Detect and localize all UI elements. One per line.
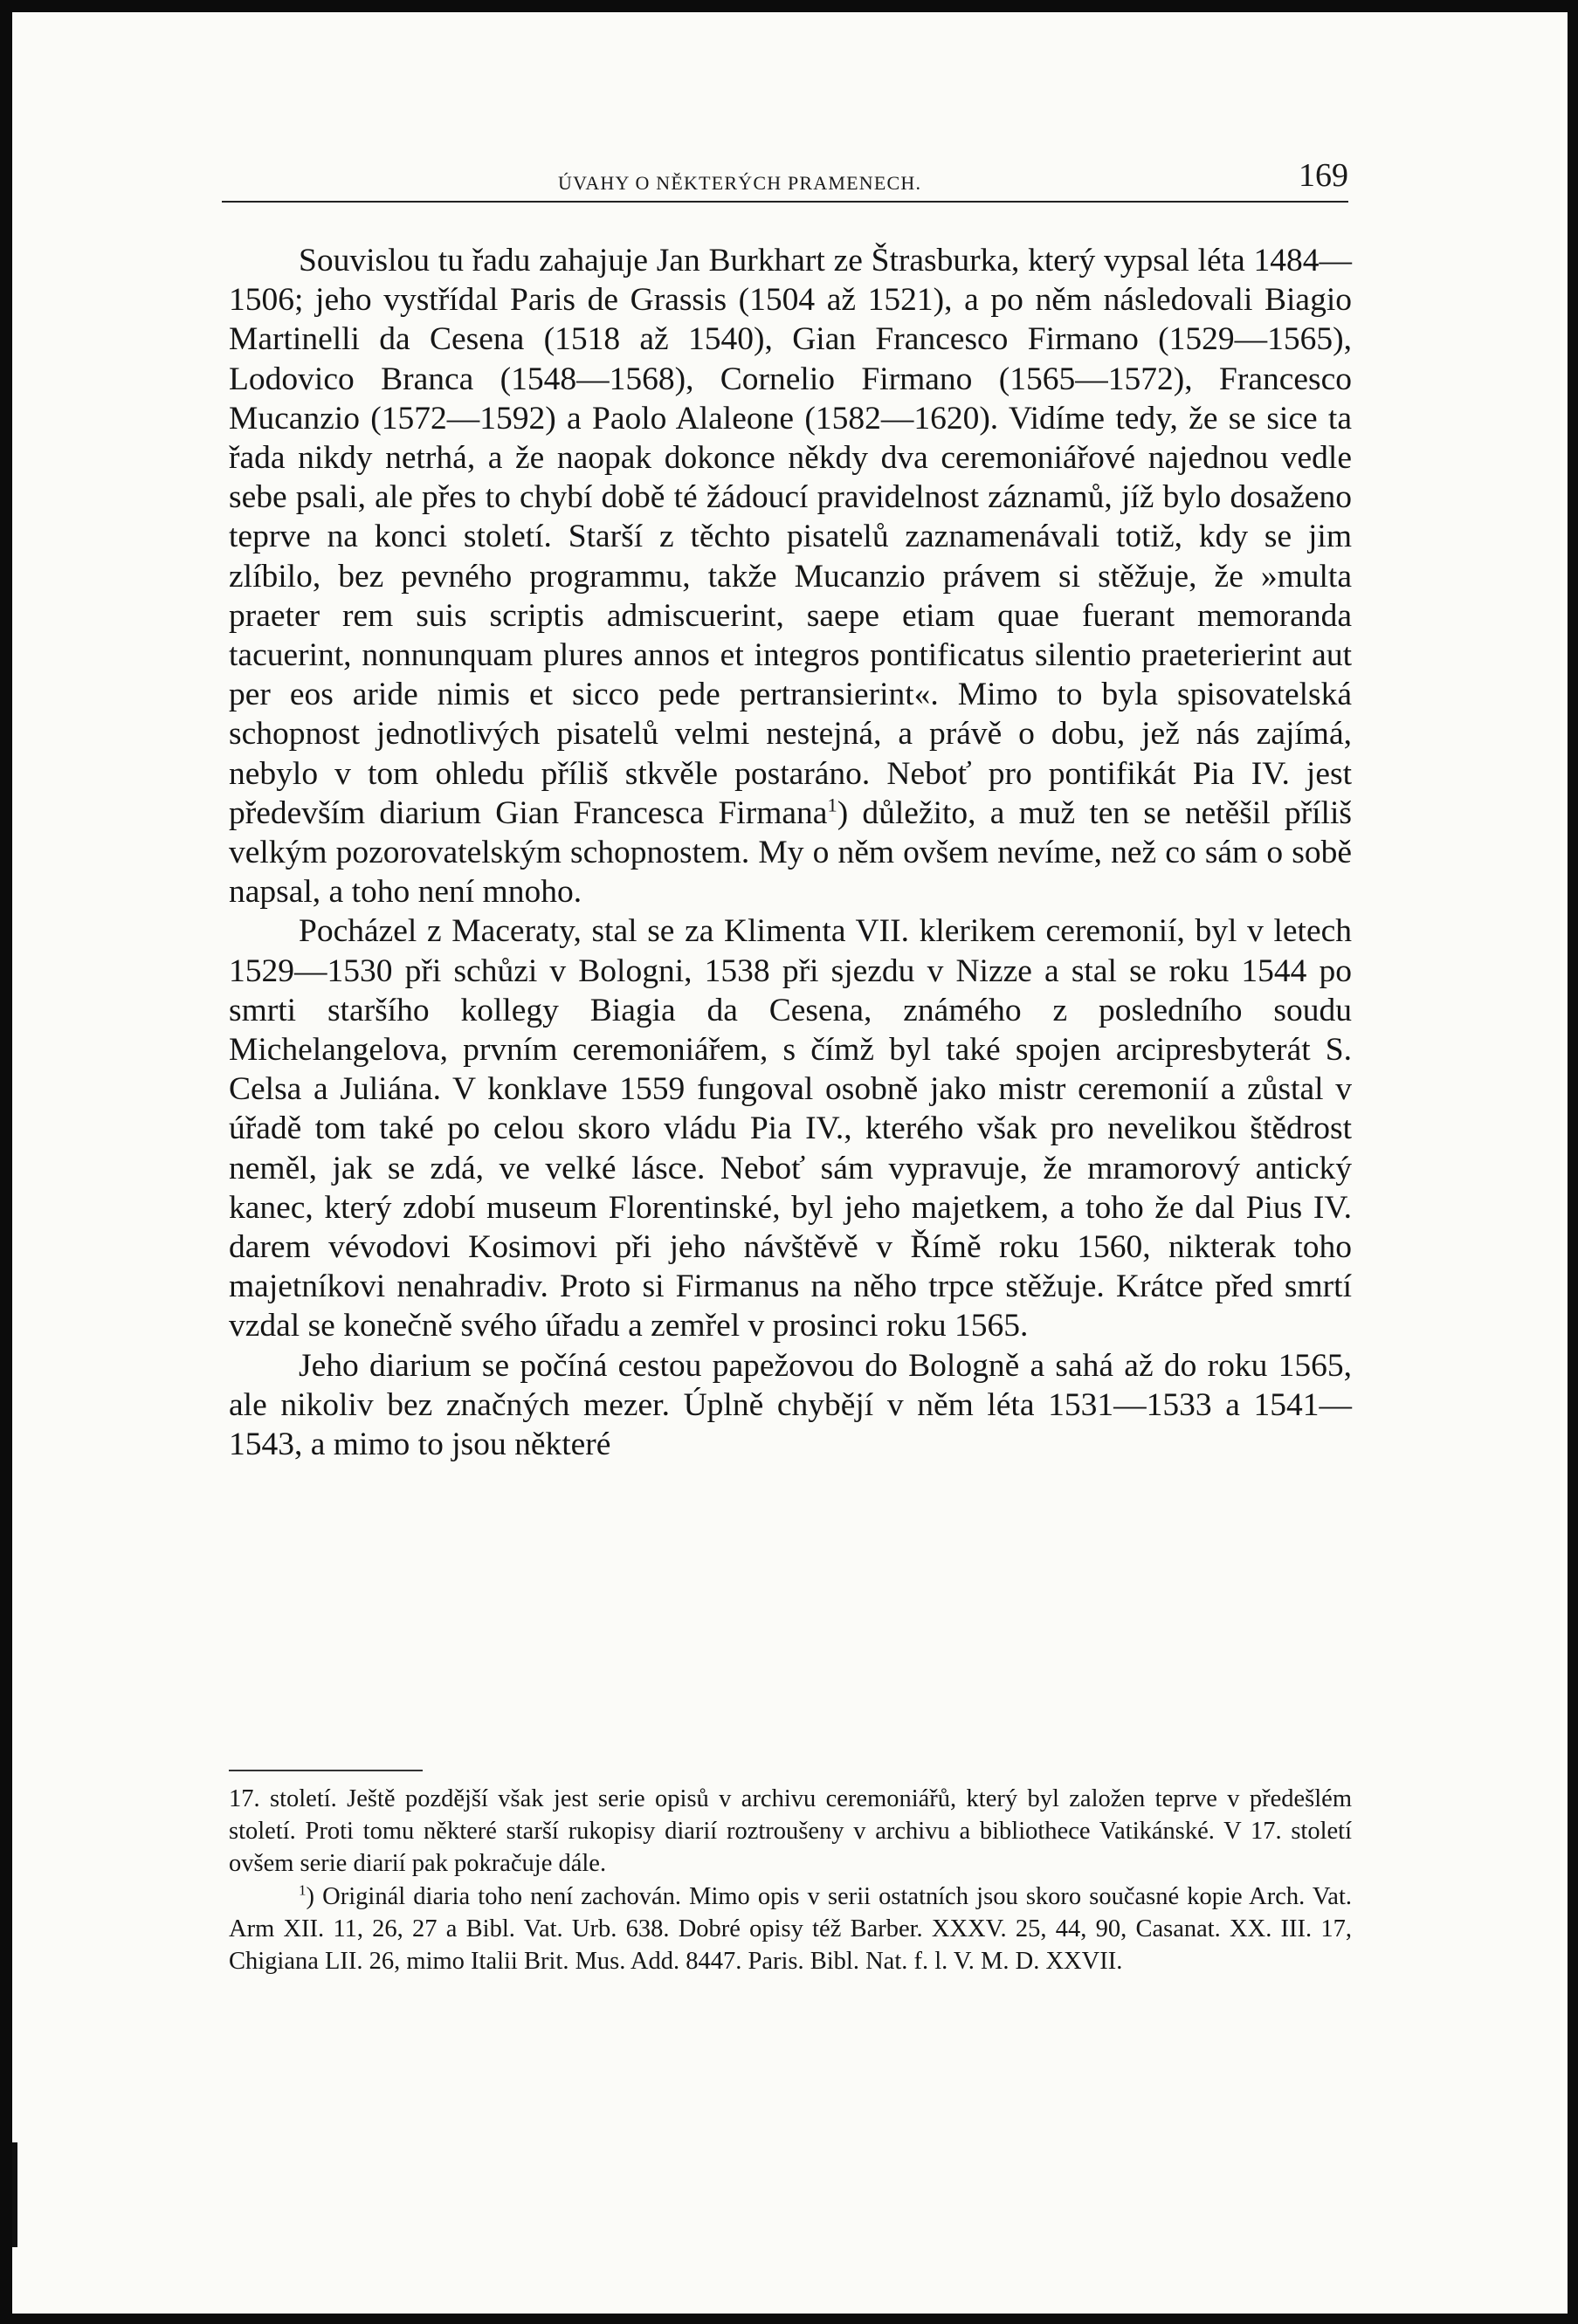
footnote-continuation [229,1783,1352,1881]
paragraph-1-text-continued: ) důležito, a muž ten se netěšil příliš velkým pozorovatelským schopnostem. My o něm ovšem nevíme, než co sám o sobě napsal, a toho není mnoho. [229,794,1352,911]
header-rule [222,201,1348,203]
footnote-1 [229,1881,1352,1978]
paragraph-3 [229,1346,1352,1465]
scan-edge-mark [12,2142,17,2247]
paragraph-3-text: Jeho diarium se počíná cestou papežovou do Bologně a sahá až do roku 1565, ale nikoliv bez značných mezer. Úplně chybějí v něm léta 1531—1533 a 1541—1543, a mimo to jsou některé [229,1347,1352,1463]
page-number: 169 [1299,157,1348,194]
footnote-1-text: ) Originál diaria toho není zachován. Mimo opis v serii ostatních jsou skoro současné kopie Arch. Vat. Arm XII. 11, 26, 27 a Bibl. Vat. Urb. 638. Dobré opisy též Barber. XXXV. 25, 44, 90, Casanat. XX. III. 17, Chigiana LII. 26, mimo Italii Brit. Mus. Add. 8447. Paris. Bibl. Nat. f. l. V. M. D. XXVII. [229,1882,1352,1976]
footnote-rule [229,1770,423,1771]
paragraph-1 [229,241,1352,911]
body-text [229,241,1352,1464]
paragraph-2 [229,911,1352,1345]
footnote-reference-1: 1 [827,794,837,816]
footnote-continuation-text: 17. století. Ještě pozdější však jest serie opisů v archivu ceremoniářů, který byl založen teprve v předešlém století. Proti tomu některé starší rukopisy diarií roztroušeny v archivu a bibliothece Vatikánské. V 17. století ovšem serie diarií pak pokračuje dále. [229,1785,1352,1878]
running-head [222,156,1348,202]
footnote-1-mark: 1 [299,1881,307,1899]
running-title: ÚVAHY O NĚKTERÝCH PRAMENECH. [558,172,922,194]
paragraph-1-text: Souvislou tu řadu zahajuje Jan Burkhart ze Štrasburka, který vypsal léta 1484—1506; jeho vystřídal Paris de Grassis (1504 až 1521), a po něm následovali Biagio Martinelli da Cesena (1518 až 1540), Gian Francesco Firmano (1529—1565), Lodovico Branca (1548—1568), Cornelio Firmano (1565—1572), Francesco Mucanzio (1572—1592) a Paolo Alaleone (1582—1620). Vidíme tedy, že se sice ta řada nikdy netrhá, a že naopak dokonce někdy dva ceremoniářové najednou vedle sebe psali, ale přes to chybí době té žádoucí pravidelnost záznamů, jíž bylo dosaženo teprve na konci století. Starší z těchto pisatelů zaznamenávali totiž, kdy se jim zlíbilo, bez pevného programmu, takže Mucanzio právem si stěžuje, že »multa praeter rem suis scriptis admiscuerint, saepe etiam quae fuerant memoranda tacuerint, nonnunquam plures annos et integros pontificatus silentio praeterierint aut per eos aride nimis et sicco pede pertransierint«. Mimo to byla spisovatelská schopnost jednotlivých pisatelů velmi nestejná, a právě o dobu, jež nás zajímá, nebylo v tom ohledu příliš stkvěle postaráno. Neboť pro pontifikát Pia IV. jest především diarium Gian Francesca Firmana [229,243,1352,831]
book-page [12,12,1568,2314]
paragraph-2-text: Pocházel z Maceraty, stal se za Klimenta VII. klerikem ceremonií, byl v letech 1529—1530 při schůzi v Bologni, 1538 při sjezdu v Nizze a stal se roku 1544 po smrti staršího kollegy Biagia da Cesena, známého z posledního soudu Michelangelova, prvním ceremoniářem, s čímž byl také spojen arcipresbyterát S. Celsa a Juliána. V konklave 1559 fungoval osobně jako mistr ceremonií a zůstal v úřadě tom také po celou skoro vládu Pia IV., kterého však pro nevelikou štědrost neměl, jak se zdá, ve velké lásce. Neboť sám vypravuje, že mramorový antický kanec, který zdobí museum Florentinské, byl jeho majetkem, a toho že dal Pius IV. darem vévodovi Kosimovi při jeho návštěvě v Římě roku 1560, nikterak toho majetníkovi nenahradiv. Proto si Firmanus na něho trpce stěžuje. Krátce před smrtí vzdal se konečně svého úřadu a zemřel v prosinci roku 1565. [229,913,1352,1344]
footnotes [229,1783,1352,1977]
